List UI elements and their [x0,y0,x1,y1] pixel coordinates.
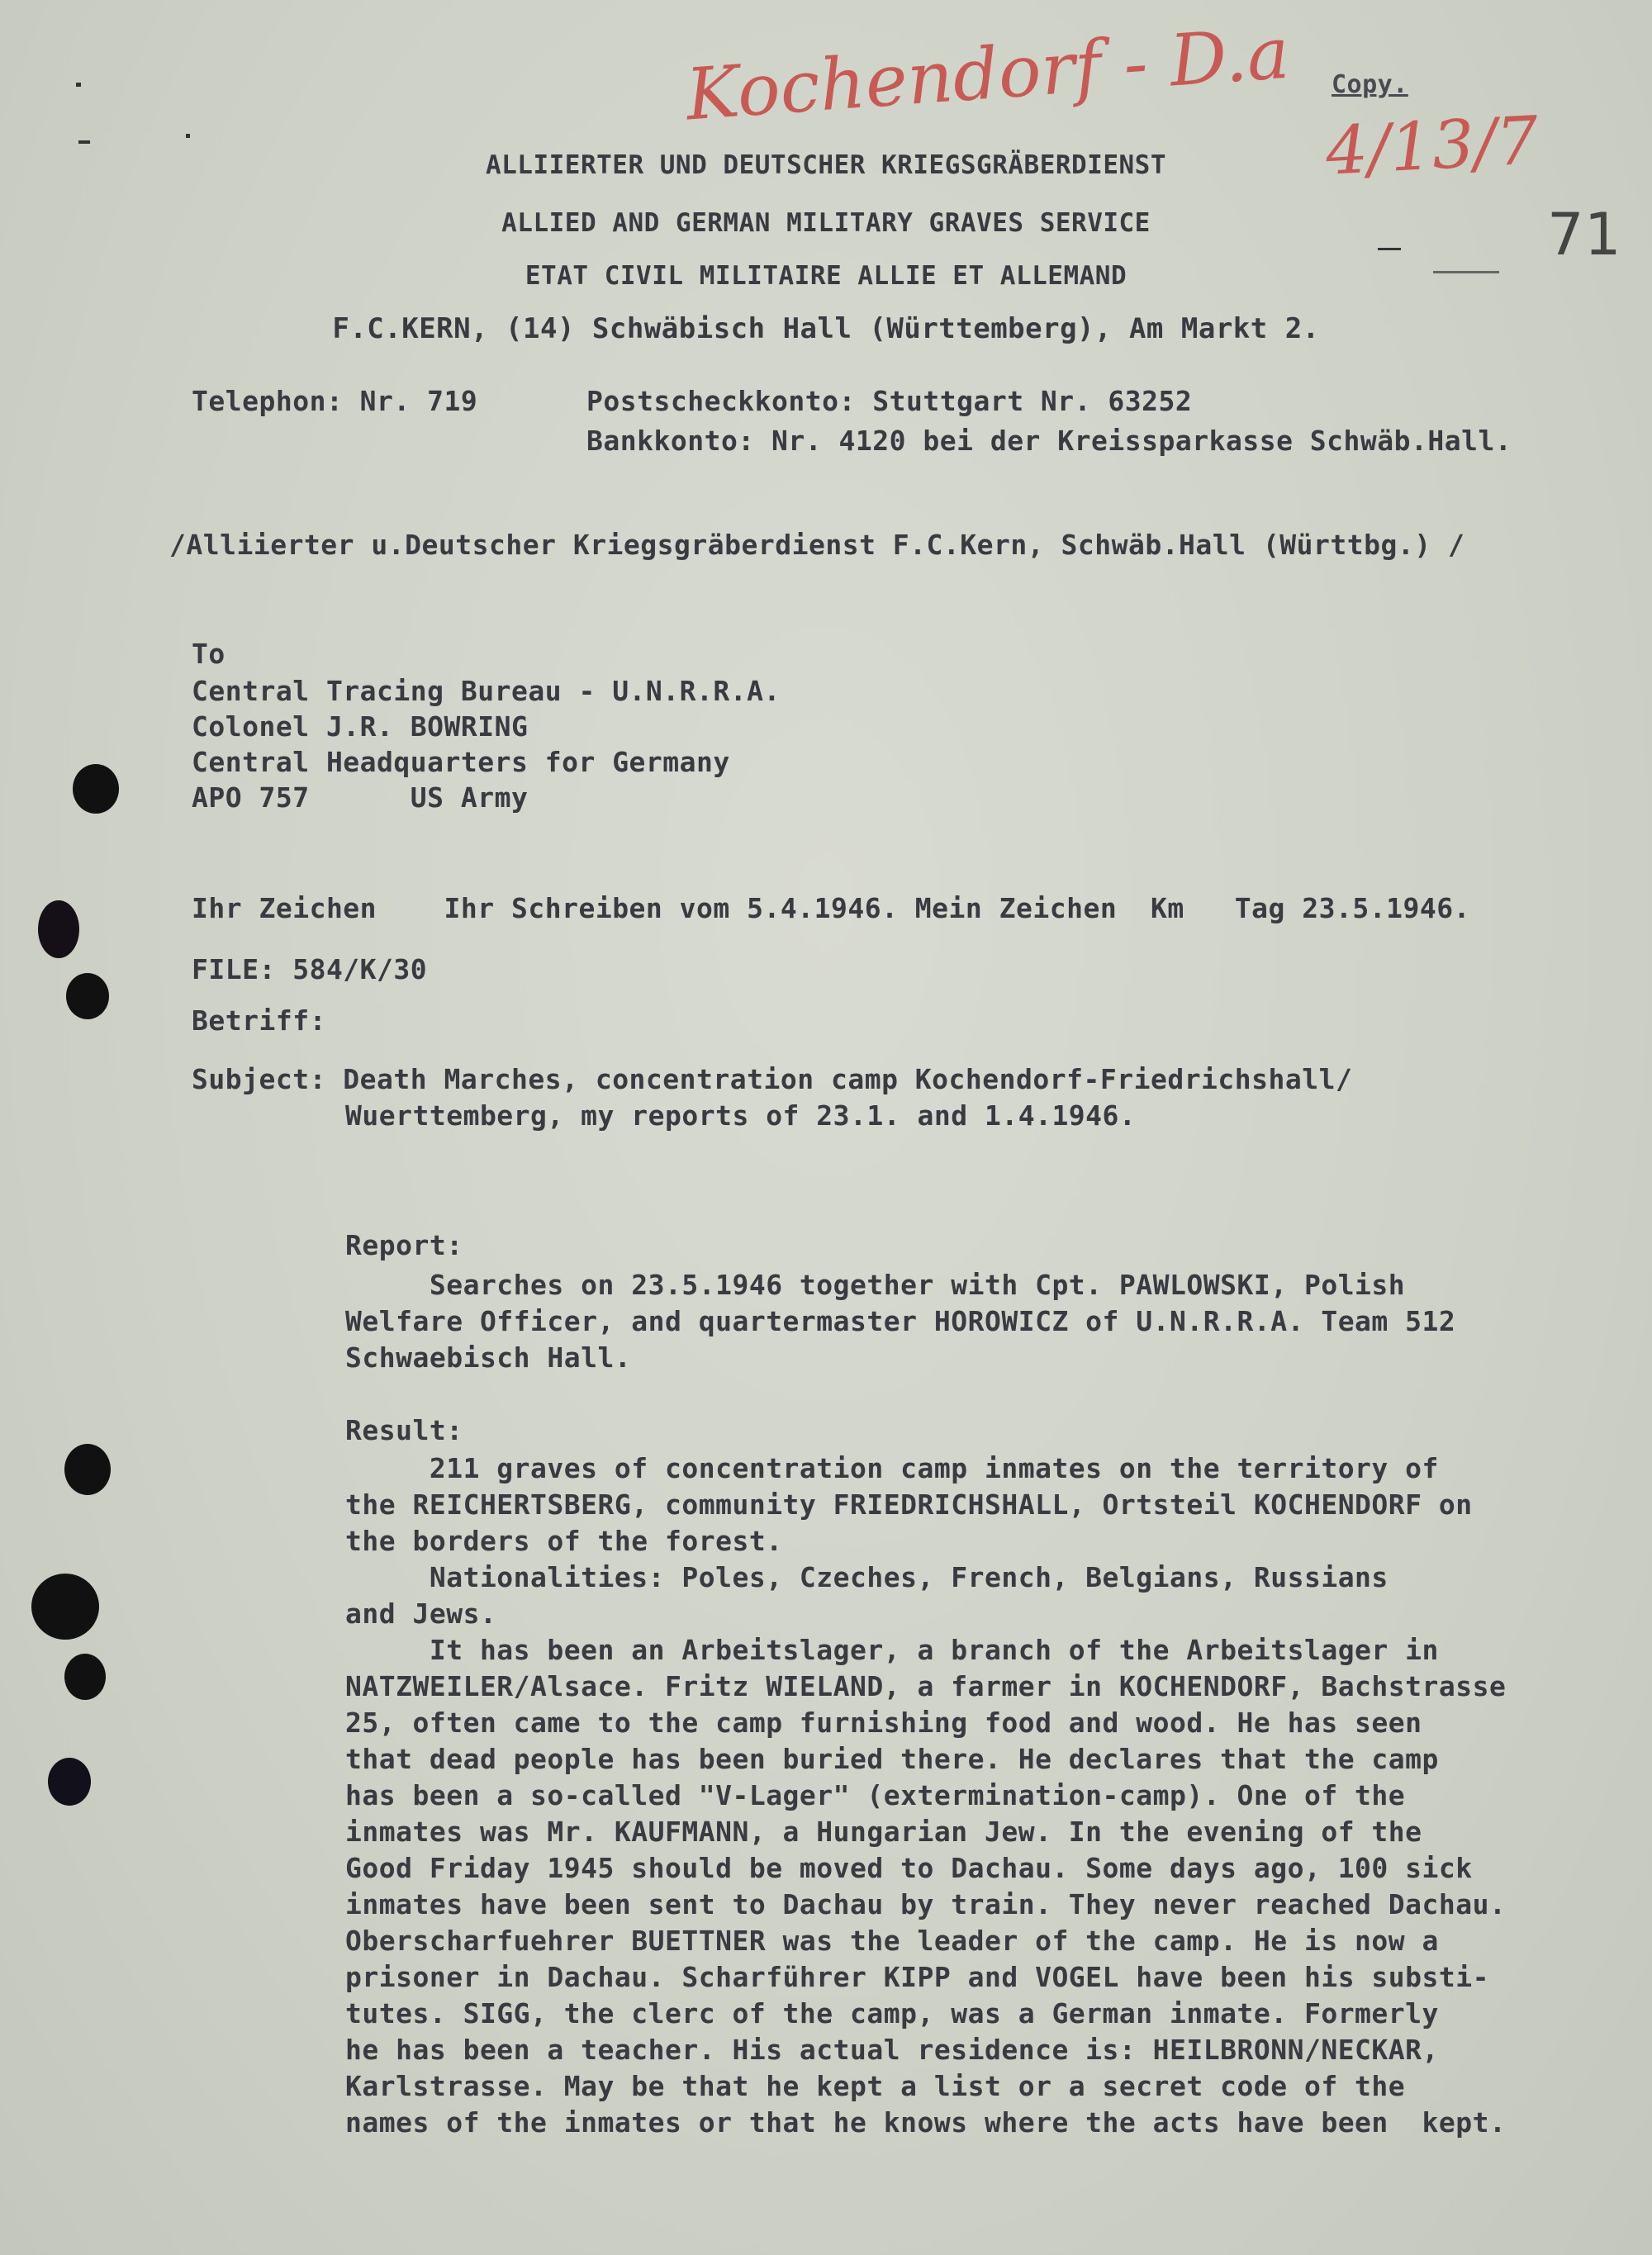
dash-mark [1378,248,1401,250]
recipient-to: To [192,638,225,670]
copy-label: Copy. [1332,70,1408,99]
result-line: the borders of the forest. [345,1525,783,1557]
result-line: inmates have been sent to Dachau by train. They never reached Dachau. [345,1888,1507,1920]
result-line: the REICHERTSBERG, community FRIEDRICHSHALL, Ortsteil KOCHENDORF on [345,1488,1473,1521]
subject-line: Subject: Death Marches, concentration camp Kochendorf-Friedrichshall/ [192,1063,1353,1095]
result-line: and Jews. [345,1597,497,1630]
speck [186,134,190,138]
punch-hole [64,1444,111,1495]
recipient-line: Central Tracing Bureau - U.N.R.R.A. [192,675,781,707]
result-line: NATZWEILER/Alsace. Fritz WIELAND, a farmer in KOCHENDORF, Bachstrasse [345,1670,1507,1702]
punch-hole [38,900,79,958]
result-line: It has been an Arbeitslager, a branch of the Arbeitslager in [345,1634,1439,1666]
result-line: 25, often came to the camp furnishing food and wood. He has seen [345,1707,1422,1739]
punch-hole [31,1574,99,1640]
result-line: Nationalities: Poles, Czeches, French, Belgians, Russians [345,1561,1389,1593]
betrifft-label: Betriff: [192,1004,326,1037]
telephone: Telephon: Nr. 719 [192,385,478,417]
letterhead-address: F.C.KERN, (14) Schwäbisch Hall (Württemberg), Am Markt 2. [332,312,1320,345]
result-line: prisoner in Dachau. Scharführer KIPP and VOGEL have been his substi- [345,1961,1490,1993]
result-line: inmates was Mr. KAUFMANN, a Hungarian Jew. In the evening of the [345,1816,1422,1848]
report-line: Welfare Officer, and quartermaster HOROWICZ of U.N.R.R.A. Team 512 [345,1305,1456,1337]
result-line: Good Friday 1945 should be moved to Dachau. Some days ago, 100 sick [345,1852,1473,1884]
report-line: Schwaebisch Hall. [345,1341,632,1374]
recipient-line: Central Headquarters for Germany [192,746,730,778]
handwritten-place-annotation: Kochendorf - D.a [683,12,1293,137]
handwritten-reference-annotation: 4/13/7 [1323,102,1540,190]
result-line: Karlstrasse. May be that he kept a list or a secret code of the [345,2070,1406,2102]
letterhead-line-german: ALLIIERTER UND DEUTSCHER KRIEGSGRÄBERDIENST [485,150,1167,180]
sender-line: /Alliierter u.Deutscher Kriegsgräberdienst F.C.Kern, Schwäb.Hall (Württbg.) / [169,529,1465,561]
punch-hole [66,973,109,1019]
speck [76,83,81,87]
reference-line: Ihr Zeichen Ihr Schreiben vom 5.4.1946. Mein Zeichen Km Tag 23.5.1946. [192,892,1470,924]
postscheck-account: Postscheckkonto: Stuttgart Nr. 63252 [586,385,1193,417]
recipient-line: APO 757 US Army [192,781,529,814]
report-heading: Report: [345,1229,463,1261]
file-number: FILE: 584/K/30 [192,953,428,985]
punch-hole [48,1758,91,1806]
subject-line: Wuerttemberg, my reports of 23.1. and 1.4.1946. [345,1099,1137,1132]
punch-hole [64,1654,106,1700]
recipient-line: Colonel J.R. BOWRING [192,710,529,743]
result-line: Oberscharfuehrer BUETTNER was the leader of the camp. He is now a [345,1925,1439,1957]
result-line: 211 graves of concentration camp inmates on the territory of [345,1452,1439,1484]
punch-hole [73,764,119,814]
letterhead-line-english: ALLIED AND GERMAN MILITARY GRAVES SERVICE [501,208,1151,238]
page-number: 71 [1547,201,1622,268]
speck [78,140,90,144]
result-line: names of the inmates or that he knows where the acts have been kept. [345,2106,1507,2139]
report-line: Searches on 23.5.1946 together with Cpt. PAWLOWSKI, Polish [345,1269,1406,1301]
result-line: tutes. SIGG, the clerc of the camp, was a German inmate. Formerly [345,1997,1439,2029]
result-heading: Result: [345,1414,463,1446]
letterhead-line-french: ETAT CIVIL MILITAIRE ALLIE ET ALLEMAND [525,261,1127,291]
result-line: he has been a teacher. His actual residence is: HEILBRONN/NECKAR, [345,2034,1439,2066]
bank-account: Bankkonto: Nr. 4120 bei der Kreissparkasse Schwäb.Hall. [586,425,1512,457]
result-line: that dead people has been buried there. He declares that the camp [345,1743,1439,1775]
result-line: has been a so-called "V-Lager" (extermination-camp). One of the [345,1779,1406,1811]
